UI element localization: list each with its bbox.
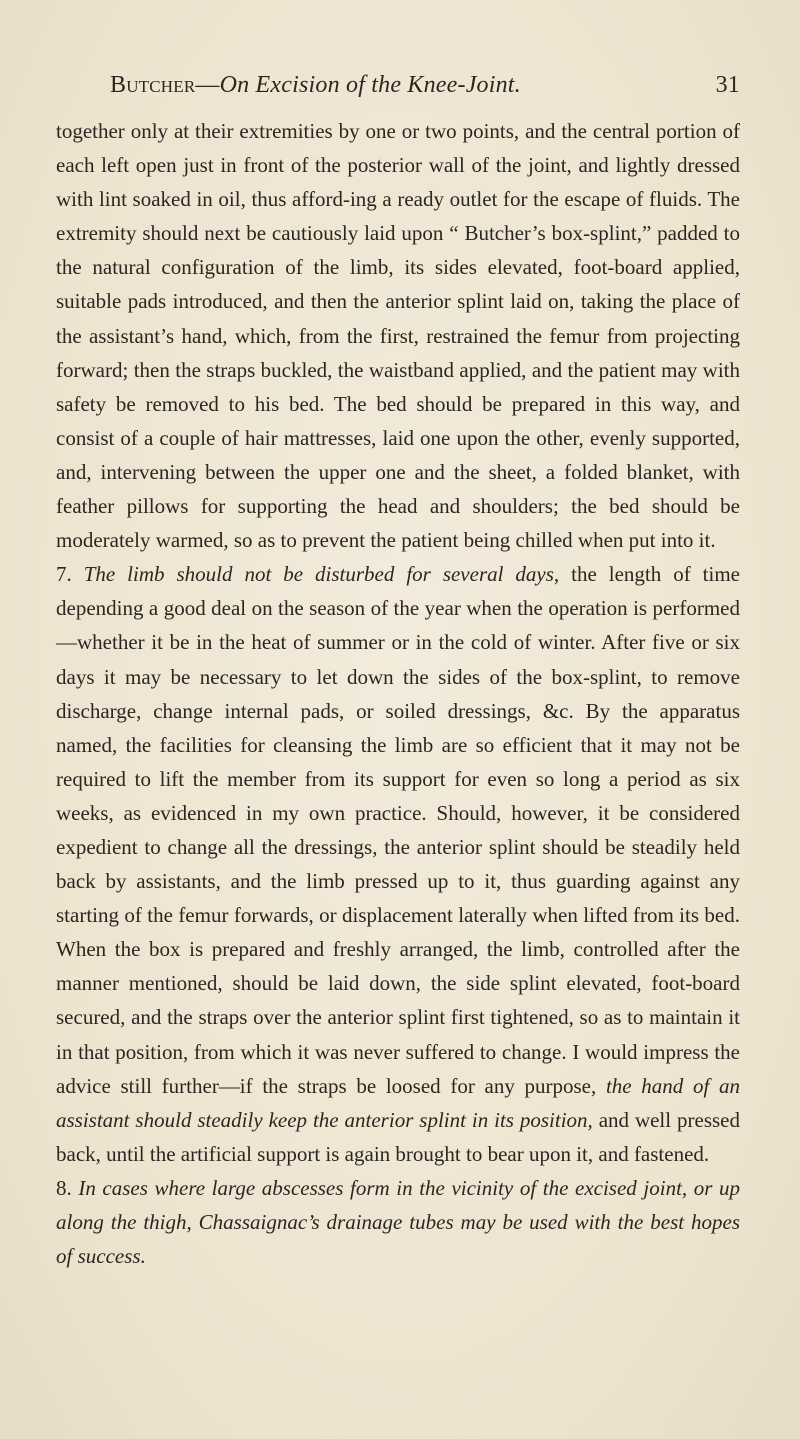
section-8-text: In cases where large abscesses form in the vicinity of the excised joint, or up along the thigh, Chassaignac’s drainage tubes may be used with the best hopes of success. bbox=[56, 1175, 741, 1269]
paragraph-continuation: together only at their extremities by one or two points, and the central portion of each left open just in front of the posterior wall of the joint, and lightly dressed with lint soaked in oil, thus afford-ing a ready outlet for the escape of fluids. The extremity should next be cautiously laid upon “ Butcher’s box-splint,” padded to the natural configuration of the limb, its sides elevated, foot-board applied, suitable pads introduced, and then the anterior splint laid on, taking the place of the assistant’s hand, which, from the first, restrained the femur from projecting forward; then the straps buckled, the waistband applied, and the patient may with safety be removed to his bed. The bed should be prepared in this way, and consist of a couple of hair mattresses, laid one upon the other, evenly supported, and, intervening between the upper one and the sheet, a folded blanket, with feather pillows for supporting the head and shoulders; the bed should be moderately warmed, so as to prevent the patient being chilled when put into it. bbox=[56, 119, 740, 553]
running-head-dash: — bbox=[195, 72, 220, 98]
paragraph-7 bbox=[56, 557, 740, 1171]
section-7-heading: The limb should not be disturbed for several days, bbox=[83, 562, 560, 587]
section-number-7: 7. bbox=[56, 562, 72, 587]
body-text bbox=[56, 114, 740, 1273]
section-number-8: 8. bbox=[56, 1175, 72, 1200]
paragraph-8 bbox=[56, 1171, 740, 1273]
section-7-emphasis: the hand of an assistant should steadily keep the anterior splint in its position, bbox=[56, 1073, 740, 1132]
running-head-author: Butcher bbox=[110, 72, 196, 98]
running-head-title bbox=[110, 72, 521, 99]
section-7-text-a: the length of time depending a good deal on the season of the year when the operation is performed—whether it be in the heat of summer or in the cold of winter. After five or six days it may be necessary to let down the sides of the box-splint, to remove discharge, change internal pads, or soiled dressings, &c. By the apparatus named, the facilities for cleansing the limb are so efficient that it may not be required to lift the member from its support for even so long a period as six weeks, as evidenced in my own practice. Should, however, it be considered expedient to change all the dressings, the anterior splint should be steadily held back by assistants, and the limb pressed up to it, thus guarding against any starting of the femur forwards, or displacement laterally when lifted from its bed. When the box is prepared and freshly arranged, the limb, controlled after the manner mentioned, should be laid down, the side splint elevated, foot-board secured, and the straps over the anterior splint first tightened, so as to maintain it in that position, from which it was never suffered to change. I would impress the advice still further—if the straps be loosed for any purpose, bbox=[56, 562, 740, 1098]
section-7-text-b: and well pressed back, until the artificial support is again brought to bear upon it, and fastened. bbox=[56, 1107, 740, 1166]
page-number: 31 bbox=[715, 72, 740, 98]
running-head-work-title: On Excision of the Knee-Joint. bbox=[219, 72, 521, 98]
running-head bbox=[110, 72, 740, 108]
